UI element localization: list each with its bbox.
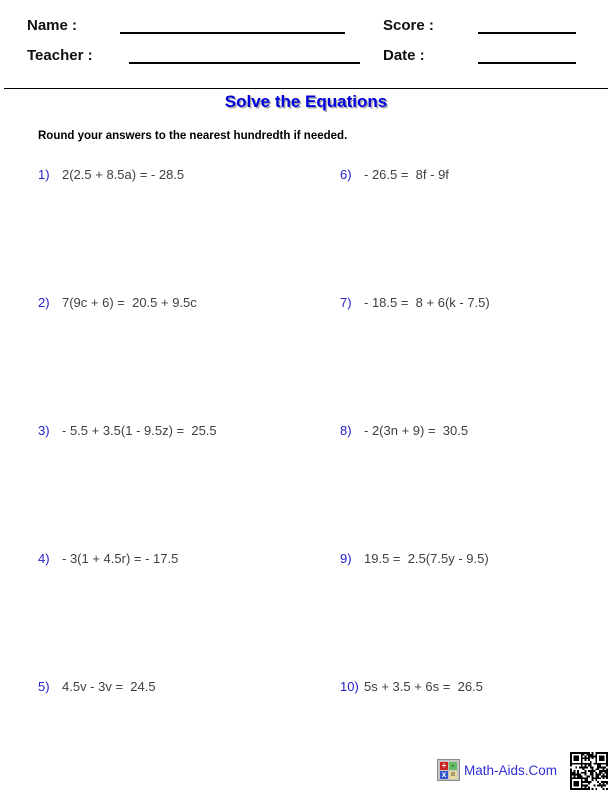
name-input-line[interactable]: [120, 32, 345, 34]
problem-equation: 4.5v - 3v = 24.5: [62, 679, 156, 694]
problem-number: 8): [340, 423, 352, 438]
instructions-text: Round your answers to the nearest hundredth if needed.: [38, 130, 348, 142]
score-label: Score :: [383, 17, 434, 34]
problem-6: [340, 167, 449, 182]
problem-4: [38, 551, 178, 566]
problem-7: [340, 295, 490, 310]
problem-5: [38, 679, 156, 694]
name-label: Name :: [27, 17, 78, 34]
math-aids-link[interactable]: Math-Aids.Com: [464, 763, 558, 778]
problem-equation: - 26.5 = 8f - 9f: [364, 167, 449, 182]
problem-number: 10): [340, 679, 359, 694]
problem-equation: - 5.5 + 3.5(1 - 9.5z) = 25.5: [62, 423, 217, 438]
problem-number: 7): [340, 295, 352, 310]
date-input-line[interactable]: [478, 62, 576, 64]
date-label: Date :: [383, 47, 425, 64]
times-icon: x: [441, 770, 447, 779]
problem-number: 6): [340, 167, 352, 182]
equals-icon: =: [450, 770, 456, 779]
minus-icon: -: [449, 762, 457, 770]
problem-9: [340, 551, 489, 566]
problem-number: 3): [38, 423, 50, 438]
problem-equation: 7(9c + 6) = 20.5 + 9.5c: [62, 295, 197, 310]
problem-equation: - 3(1 + 4.5r) = - 17.5: [62, 551, 179, 566]
problem-2: [38, 295, 197, 310]
problem-number: 5): [38, 679, 50, 694]
problem-number: 4): [38, 551, 50, 566]
problem-equation: 5s + 3.5 + 6s = 26.5: [364, 679, 483, 694]
math-aids-logo-icon: [437, 759, 460, 781]
plus-icon: +: [441, 761, 447, 770]
header-divider: [4, 88, 608, 89]
problem-3: [38, 423, 217, 438]
problem-equation: - 2(3n + 9) = 30.5: [364, 423, 469, 438]
problem-equation: 2(2.5 + 8.5a) = - 28.5: [62, 167, 185, 182]
teacher-input-line[interactable]: [129, 62, 360, 64]
problem-number: 9): [340, 551, 352, 566]
problem-1: [38, 167, 184, 182]
teacher-label: Teacher :: [27, 47, 93, 64]
problem-10: [340, 679, 483, 694]
problem-equation: 19.5 = 2.5(7.5y - 9.5): [364, 551, 489, 566]
problem-8: [340, 423, 468, 438]
page-title: Solve the Equations: [224, 92, 388, 111]
problem-equation: - 18.5 = 8 + 6(k - 7.5): [364, 295, 490, 310]
problem-number: 2): [38, 295, 50, 310]
problem-number: 1): [38, 167, 50, 182]
score-input-line[interactable]: [478, 32, 576, 34]
qr-code: [570, 752, 608, 790]
